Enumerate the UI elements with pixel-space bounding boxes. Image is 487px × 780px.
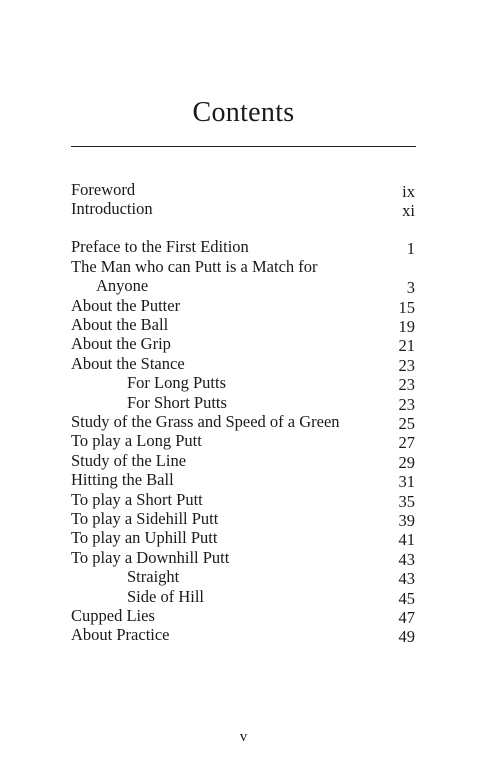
page-title: Contents (192, 97, 295, 128)
toc-entry-page: 35 (398, 491, 415, 511)
toc-entry-page: 15 (398, 297, 415, 317)
toc-entry (71, 431, 415, 453)
toc-entry-page: 31 (398, 472, 415, 492)
toc-entry-title: Preface to the First Edition (71, 237, 249, 257)
toc-entry-title: Introduction (71, 199, 153, 219)
toc-entry-title: About the Putter (71, 295, 181, 315)
toc-entry-page: 23 (398, 375, 415, 395)
toc-entry (71, 625, 415, 647)
toc-entry-page: 29 (398, 452, 415, 472)
toc-entry-title: Hitting the Ball (71, 470, 174, 490)
toc-entry (71, 237, 415, 259)
title-rule (71, 146, 416, 147)
toc-entry-title: Foreword (71, 180, 136, 199)
toc-entry-page: xi (402, 201, 415, 221)
toc-entry (71, 199, 415, 221)
toc-entry-page: 47 (398, 607, 415, 627)
toc-entry-page: 43 (398, 569, 415, 589)
toc-entry (71, 567, 415, 589)
toc-entry (71, 276, 415, 298)
toc-entry-page: 49 (398, 627, 415, 647)
toc-entry (71, 373, 415, 395)
toc-entry (71, 587, 415, 606)
toc-entry (71, 296, 415, 315)
toc-entry-title: To play an Uphill Putt (71, 528, 218, 548)
toc-entry (71, 606, 415, 625)
toc-entry (71, 393, 415, 412)
toc-entry-page: ix (402, 182, 415, 201)
toc-entry-title: To play a Long Putt (71, 431, 202, 451)
toc-entry-page: 23 (398, 394, 415, 414)
toc-entry (71, 315, 415, 334)
toc-entry-title: Study of the Line (71, 450, 187, 470)
toc-entry (71, 354, 415, 373)
toc-entry-title: Study of the Grass and Speed of a Green (71, 411, 340, 431)
toc-entry-title: For Long Putts (127, 373, 227, 393)
toc-entry (71, 180, 415, 199)
toc-entry-title: Side of Hill (127, 586, 204, 606)
toc-entry-page: 25 (398, 413, 415, 433)
toc-entry (71, 548, 415, 567)
toc-entry-page: 1 (406, 239, 415, 259)
toc-entry (71, 451, 415, 470)
toc-entry-page: 21 (398, 336, 415, 356)
toc-entry-title: For Short Putts (127, 392, 227, 412)
toc-entry (71, 490, 415, 509)
toc-entry-title: About the Ball (71, 314, 169, 334)
toc-entry-title: Straight (127, 567, 180, 587)
toc-entry-page: 23 (398, 355, 415, 375)
toc-entry (71, 412, 415, 431)
page-number: v (239, 729, 248, 745)
toc-entry-title: About Practice (71, 625, 170, 645)
toc-entry-page: 41 (398, 530, 415, 550)
toc-entry-page: 27 (398, 433, 415, 453)
toc-entry (71, 470, 415, 492)
toc-entry (71, 509, 415, 528)
toc-entry-page: 3 (406, 278, 415, 298)
toc-entry-page: 19 (398, 316, 415, 336)
toc-entry-page: 45 (398, 588, 415, 608)
toc-entry-title: About the Grip (71, 334, 171, 354)
toc-entry-title: Anyone (96, 276, 149, 296)
toc-entry-title: Cupped Lies (71, 605, 155, 625)
toc-entry (71, 334, 415, 356)
toc-entry-title: About the Stance (71, 353, 185, 373)
toc-entry (71, 257, 415, 276)
toc-entry-title: The Man who can Putt is a Match for (71, 256, 318, 276)
toc-entry-title: To play a Sidehill Putt (71, 508, 219, 528)
toc-entry (71, 528, 415, 550)
toc-entry-page: 39 (398, 510, 415, 530)
toc-entry-page: 43 (398, 549, 415, 569)
toc-entry-title: To play a Short Putt (71, 489, 203, 509)
toc-entry-title: To play a Downhill Putt (71, 547, 230, 567)
